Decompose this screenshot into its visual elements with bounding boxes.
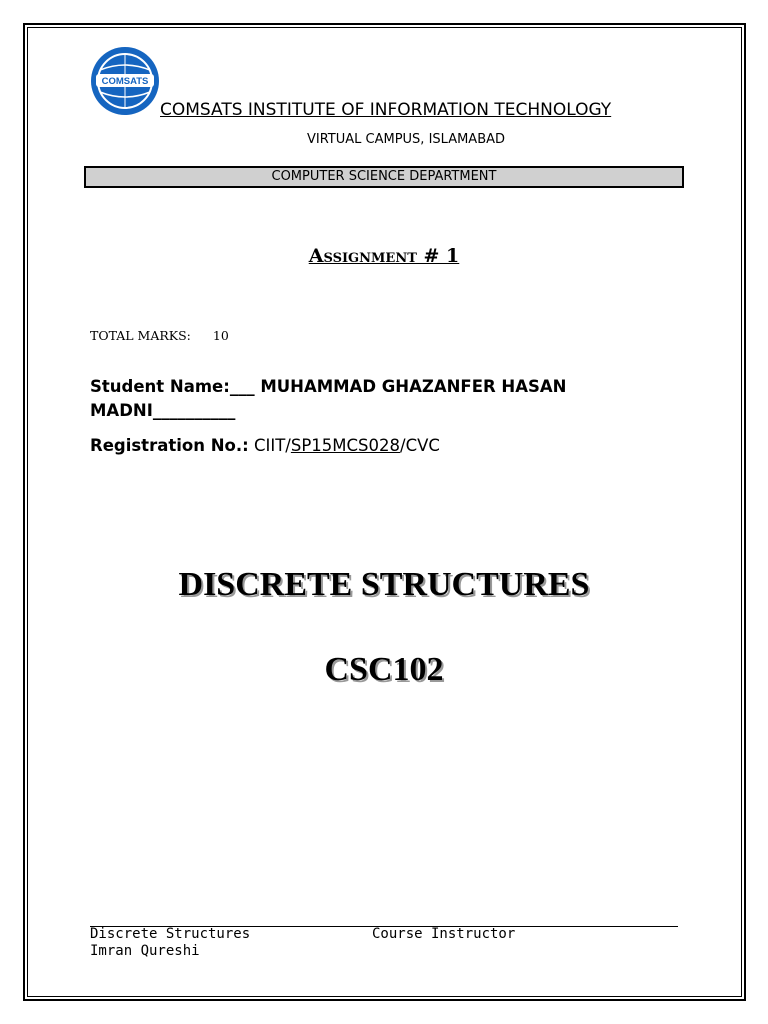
footer-instructor-name: Imran Qureshi	[90, 943, 200, 959]
student-name	[90, 375, 630, 423]
footer-course: Discrete Structures	[90, 926, 251, 942]
registration-number	[90, 436, 440, 455]
registration-label: Registration No.:	[90, 436, 249, 455]
assignment-title	[0, 245, 768, 267]
student-name-value: ___ MUHAMMAD GHAZANFER HASAN MADNI__________	[90, 377, 567, 420]
registration-suffix: /CVC	[400, 436, 440, 455]
department-bar	[84, 166, 684, 188]
campus-name: VIRTUAL CAMPUS, ISLAMABAD	[306, 132, 506, 147]
registration-prefix: CIIT/	[248, 436, 291, 455]
logo-text: COMSATS	[101, 76, 149, 87]
comsats-logo	[90, 46, 160, 116]
footer-left	[90, 926, 250, 960]
course-code: CSC102	[324, 651, 444, 688]
registration-id: SP15MCS028	[290, 436, 401, 455]
institution-name: COMSATS INSTITUTE OF INFORMATION TECHNOLOGY	[160, 100, 612, 120]
footer-instructor-label: Course Instructor	[372, 926, 516, 942]
course-title: DISCRETE STRUCTURES	[178, 566, 590, 603]
department-name: COMPUTER SCIENCE DEPARTMENT	[271, 169, 497, 184]
assignment-title-text: Assignment # 1	[308, 245, 460, 267]
student-name-label: Student Name:	[90, 377, 230, 396]
total-marks	[90, 328, 229, 343]
total-marks-label: TOTAL MARKS:	[90, 328, 191, 343]
total-marks-value: 10	[212, 328, 229, 343]
